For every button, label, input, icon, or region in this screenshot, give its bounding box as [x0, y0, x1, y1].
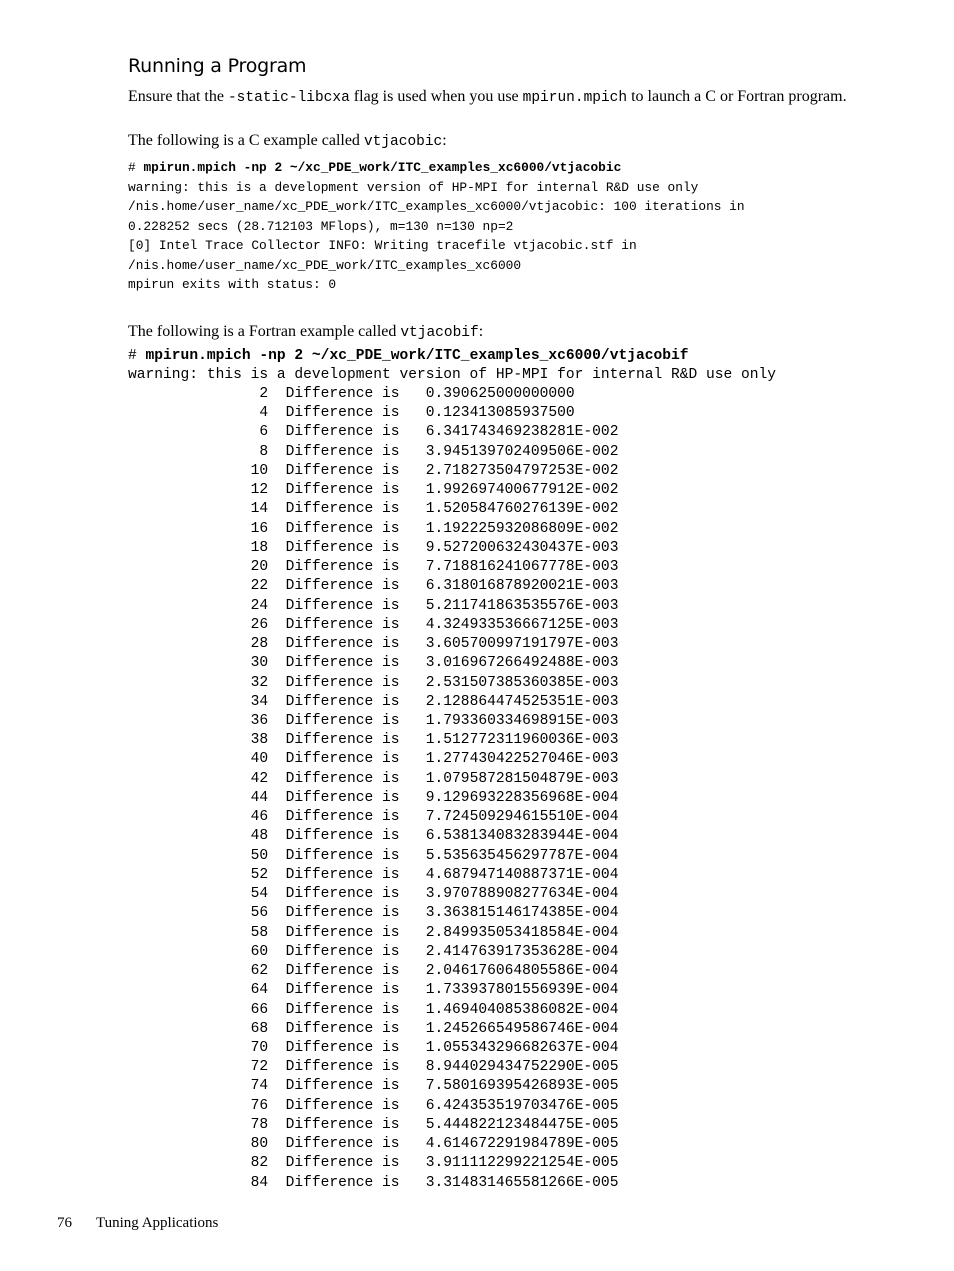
fortran-warning: warning: this is a development version of HP-MPI for internal R&D use only [128, 367, 777, 384]
difference-row [128, 617, 618, 633]
difference-label: Difference is [285, 751, 400, 768]
difference-value: 1.793360334698915E-003 [425, 712, 619, 729]
difference-label: Difference is [285, 520, 400, 537]
difference-value: 1.245266549586746E-004 [425, 1020, 619, 1037]
c-output-line: 0.228252 secs (28.712103 MFlops), m=130 n=130 np=2 [128, 218, 514, 234]
fortran-example-header [128, 347, 776, 385]
iteration-number: 84 [128, 1174, 269, 1191]
difference-label: Difference is [285, 443, 400, 460]
iteration-number: 58 [128, 924, 269, 941]
difference-label: Difference is [285, 712, 400, 729]
difference-row [128, 598, 618, 614]
difference-row [128, 867, 618, 883]
difference-label: Difference is [285, 1020, 400, 1037]
iteration-number: 24 [128, 597, 269, 614]
difference-value: 2.414763917353628E-004 [425, 943, 619, 960]
difference-label: Difference is [285, 1174, 400, 1191]
difference-value: 2.531507385360385E-003 [425, 674, 619, 691]
c-example-name: vtjacobic [363, 134, 443, 150]
fortran-prompt: # [128, 348, 137, 364]
iteration-number: 76 [128, 1097, 269, 1114]
iteration-number: 56 [128, 905, 269, 922]
difference-row [128, 963, 618, 979]
difference-row [128, 809, 618, 825]
c-prompt: # [128, 160, 136, 175]
difference-value: 9.129693228356968E-004 [425, 789, 619, 806]
iteration-number: 54 [128, 886, 269, 903]
iteration-number: 26 [128, 616, 269, 633]
difference-row [128, 982, 618, 998]
difference-value: 5.211741863535576E-003 [425, 597, 619, 614]
fortran-output-table [128, 385, 618, 1193]
difference-value: 5.535635456297787E-004 [425, 847, 619, 864]
c-command: mpirun.mpich -np 2 ~/xc_PDE_work/ITC_examples_xc6000/vtjacobic [143, 160, 622, 175]
difference-label: Difference is [285, 1059, 400, 1076]
difference-label: Difference is [285, 1136, 400, 1153]
difference-label: Difference is [285, 789, 400, 806]
iteration-number: 6 [128, 424, 269, 441]
fortran-intro-suffix: : [478, 323, 484, 340]
iteration-number: 50 [128, 847, 269, 864]
iteration-number: 34 [128, 693, 269, 710]
difference-row [128, 675, 618, 691]
difference-row [128, 848, 618, 864]
iteration-number: 16 [128, 520, 269, 537]
difference-label: Difference is [285, 809, 400, 826]
c-output-line: mpirun exits with status: 0 [128, 277, 337, 292]
difference-row [128, 713, 618, 729]
fortran-command: mpirun.mpich -np 2 ~/xc_PDE_work/ITC_examples_xc6000/vtjacobif [145, 348, 689, 364]
difference-row [128, 828, 618, 844]
difference-value: 4.324933536667125E-003 [425, 616, 619, 633]
difference-value: 3.911112299221254E-005 [425, 1155, 619, 1172]
iteration-number: 14 [128, 501, 269, 518]
difference-value: 7.724509294615510E-004 [425, 809, 619, 826]
difference-label: Difference is [285, 847, 400, 864]
iteration-number: 70 [128, 1039, 269, 1056]
iteration-number: 18 [128, 539, 269, 556]
difference-label: Difference is [285, 1039, 400, 1056]
difference-row [128, 482, 618, 498]
intro-paragraph [128, 87, 868, 108]
difference-label: Difference is [285, 693, 400, 710]
difference-value: 5.444822123484475E-005 [425, 1116, 619, 1133]
difference-row [128, 655, 618, 671]
difference-row [128, 521, 618, 537]
fortran-example-intro [128, 322, 483, 343]
iteration-number: 12 [128, 482, 269, 499]
difference-label: Difference is [285, 674, 400, 691]
difference-label: Difference is [285, 770, 400, 787]
difference-value: 1.992697400677912E-002 [425, 482, 619, 499]
iteration-number: 62 [128, 963, 269, 980]
difference-label: Difference is [285, 828, 400, 845]
difference-label: Difference is [285, 1116, 400, 1133]
difference-value: 3.314831465581266E-005 [425, 1174, 619, 1191]
difference-row [128, 386, 575, 402]
difference-label: Difference is [285, 636, 400, 653]
difference-label: Difference is [285, 405, 400, 422]
iteration-number: 42 [128, 770, 269, 787]
iteration-number: 44 [128, 789, 269, 806]
difference-label: Difference is [285, 482, 400, 499]
iteration-number: 36 [128, 712, 269, 729]
difference-label: Difference is [285, 982, 400, 999]
iteration-number: 38 [128, 732, 269, 749]
difference-value: 4.614672291984789E-005 [425, 1136, 619, 1153]
difference-value: 3.016967266492488E-003 [425, 655, 619, 672]
difference-row [128, 1078, 618, 1094]
c-output-line: warning: this is a development version of HP-MPI for internal R&D use only [128, 179, 699, 195]
difference-row [128, 1117, 618, 1133]
iteration-number: 32 [128, 674, 269, 691]
difference-label: Difference is [285, 616, 400, 633]
difference-label: Difference is [285, 886, 400, 903]
c-example-intro [128, 131, 447, 152]
difference-row [128, 636, 618, 652]
iteration-number: 4 [128, 405, 269, 422]
difference-value: 3.363815146174385E-004 [425, 905, 619, 922]
difference-row [128, 1155, 618, 1171]
c-output [128, 180, 745, 293]
iteration-number: 28 [128, 636, 269, 653]
iteration-number: 60 [128, 943, 269, 960]
iteration-number: 22 [128, 578, 269, 595]
difference-label: Difference is [285, 963, 400, 980]
difference-value: 1.192225932086809E-002 [425, 520, 619, 537]
difference-label: Difference is [285, 597, 400, 614]
difference-label: Difference is [285, 501, 400, 518]
difference-row [128, 944, 618, 960]
difference-value: 6.341743469238281E-002 [425, 424, 619, 441]
iteration-number: 2 [128, 386, 269, 402]
c-output-line: /nis.home/user_name/xc_PDE_work/ITC_examples_xc6000 [128, 257, 522, 273]
iteration-number: 74 [128, 1078, 269, 1095]
fortran-example-name: vtjacobif [400, 325, 479, 341]
difference-label: Difference is [285, 866, 400, 883]
difference-value: 6.538134083283944E-004 [425, 828, 619, 845]
difference-value: 6.424353519703476E-005 [425, 1097, 619, 1114]
iteration-number: 30 [128, 655, 269, 672]
c-intro-text: The following is a C example called [128, 132, 364, 149]
difference-row [128, 559, 618, 575]
iteration-number: 72 [128, 1059, 269, 1076]
section-title: Running a Program [128, 55, 307, 77]
difference-label: Difference is [285, 905, 400, 922]
difference-label: Difference is [285, 1097, 400, 1114]
command-name: mpirun.mpich [522, 90, 628, 106]
difference-row [128, 1059, 618, 1075]
chapter-title: Tuning Applications [96, 1215, 219, 1231]
difference-value: 2.046176064805586E-004 [425, 963, 619, 980]
iteration-number: 80 [128, 1136, 269, 1153]
difference-row [128, 886, 618, 902]
difference-value: 3.945139702409506E-002 [425, 443, 619, 460]
difference-value: 1.733937801556939E-004 [425, 982, 619, 999]
iteration-number: 8 [128, 443, 269, 460]
difference-label: Difference is [285, 578, 400, 595]
c-example-code-block [128, 158, 745, 295]
c-intro-suffix: : [442, 132, 447, 149]
c-output-line: [0] Intel Trace Collector INFO: Writing tracefile vtjacobic.stf in [128, 238, 637, 253]
difference-value: 1.079587281504879E-003 [425, 770, 619, 787]
page-footer [57, 1215, 218, 1232]
difference-row [128, 1175, 618, 1191]
difference-value: 1.469404085386082E-004 [425, 1001, 619, 1018]
c-output-line: /nis.home/user_name/xc_PDE_work/ITC_examples_xc6000/vtjacobic: 100 iterations in [128, 199, 745, 214]
difference-value: 2.849935053418584E-004 [425, 924, 619, 941]
iteration-number: 52 [128, 866, 269, 883]
intro-text-before: Ensure that the [128, 88, 228, 105]
difference-value: 0.390625000000000 [425, 386, 575, 402]
difference-value: 1.520584760276139E-002 [425, 501, 619, 518]
difference-value: 1.277430422527046E-003 [425, 751, 619, 768]
difference-row [128, 444, 618, 460]
intro-text-middle: flag is used when you use [349, 88, 523, 105]
iteration-number: 66 [128, 1001, 269, 1018]
difference-row [128, 751, 618, 767]
difference-row [128, 905, 618, 921]
difference-label: Difference is [285, 655, 400, 672]
difference-value: 1.512772311960036E-003 [425, 732, 619, 749]
difference-label: Difference is [285, 1078, 400, 1095]
difference-row [128, 1021, 618, 1037]
difference-row [128, 925, 618, 941]
iteration-number: 78 [128, 1116, 269, 1133]
difference-label: Difference is [285, 1155, 400, 1172]
fortran-intro-text: The following is a Fortran example called [128, 323, 401, 340]
iteration-number: 20 [128, 559, 269, 576]
difference-value: 8.944029434752290E-005 [425, 1059, 619, 1076]
iteration-number: 40 [128, 751, 269, 768]
page-number: 76 [57, 1215, 72, 1231]
difference-label: Difference is [285, 559, 400, 576]
difference-value: 1.055343296682637E-004 [425, 1039, 619, 1056]
difference-row [128, 790, 618, 806]
difference-row [128, 1040, 618, 1056]
difference-label: Difference is [285, 1001, 400, 1018]
iteration-number: 46 [128, 809, 269, 826]
iteration-number: 64 [128, 982, 269, 999]
difference-value: 3.605700997191797E-003 [425, 636, 619, 653]
difference-label: Difference is [285, 386, 400, 402]
difference-value: 6.318016878920021E-003 [425, 578, 619, 595]
difference-row [128, 405, 575, 421]
difference-value: 0.123413085937500 [425, 405, 575, 422]
difference-label: Difference is [285, 424, 400, 441]
difference-label: Difference is [285, 462, 400, 479]
difference-row [128, 771, 618, 787]
difference-value: 2.128864474525351E-003 [425, 693, 619, 710]
difference-value: 4.687947140887371E-004 [425, 866, 619, 883]
iteration-number: 10 [128, 462, 269, 479]
iteration-number: 68 [128, 1020, 269, 1037]
difference-label: Difference is [285, 539, 400, 556]
difference-row [128, 1002, 618, 1018]
difference-value: 7.718816241067778E-003 [425, 559, 619, 576]
difference-label: Difference is [285, 732, 400, 749]
intro-text-after: to launch a C or Fortran program. [627, 88, 847, 105]
iteration-number: 82 [128, 1155, 269, 1172]
difference-value: 9.527200632430437E-003 [425, 539, 619, 556]
difference-row [128, 732, 618, 748]
difference-row [128, 578, 618, 594]
difference-row [128, 540, 618, 556]
difference-row [128, 501, 618, 517]
difference-row [128, 463, 618, 479]
flag-name: -static-libcxa [227, 90, 350, 106]
difference-row [128, 694, 618, 710]
difference-row [128, 424, 618, 440]
difference-row [128, 1136, 618, 1152]
difference-label: Difference is [285, 924, 400, 941]
difference-value: 3.970788908277634E-004 [425, 886, 619, 903]
difference-value: 2.718273504797253E-002 [425, 462, 619, 479]
iteration-number: 48 [128, 828, 269, 845]
difference-row [128, 1098, 618, 1114]
difference-value: 7.580169395426893E-005 [425, 1078, 619, 1095]
difference-label: Difference is [285, 943, 400, 960]
